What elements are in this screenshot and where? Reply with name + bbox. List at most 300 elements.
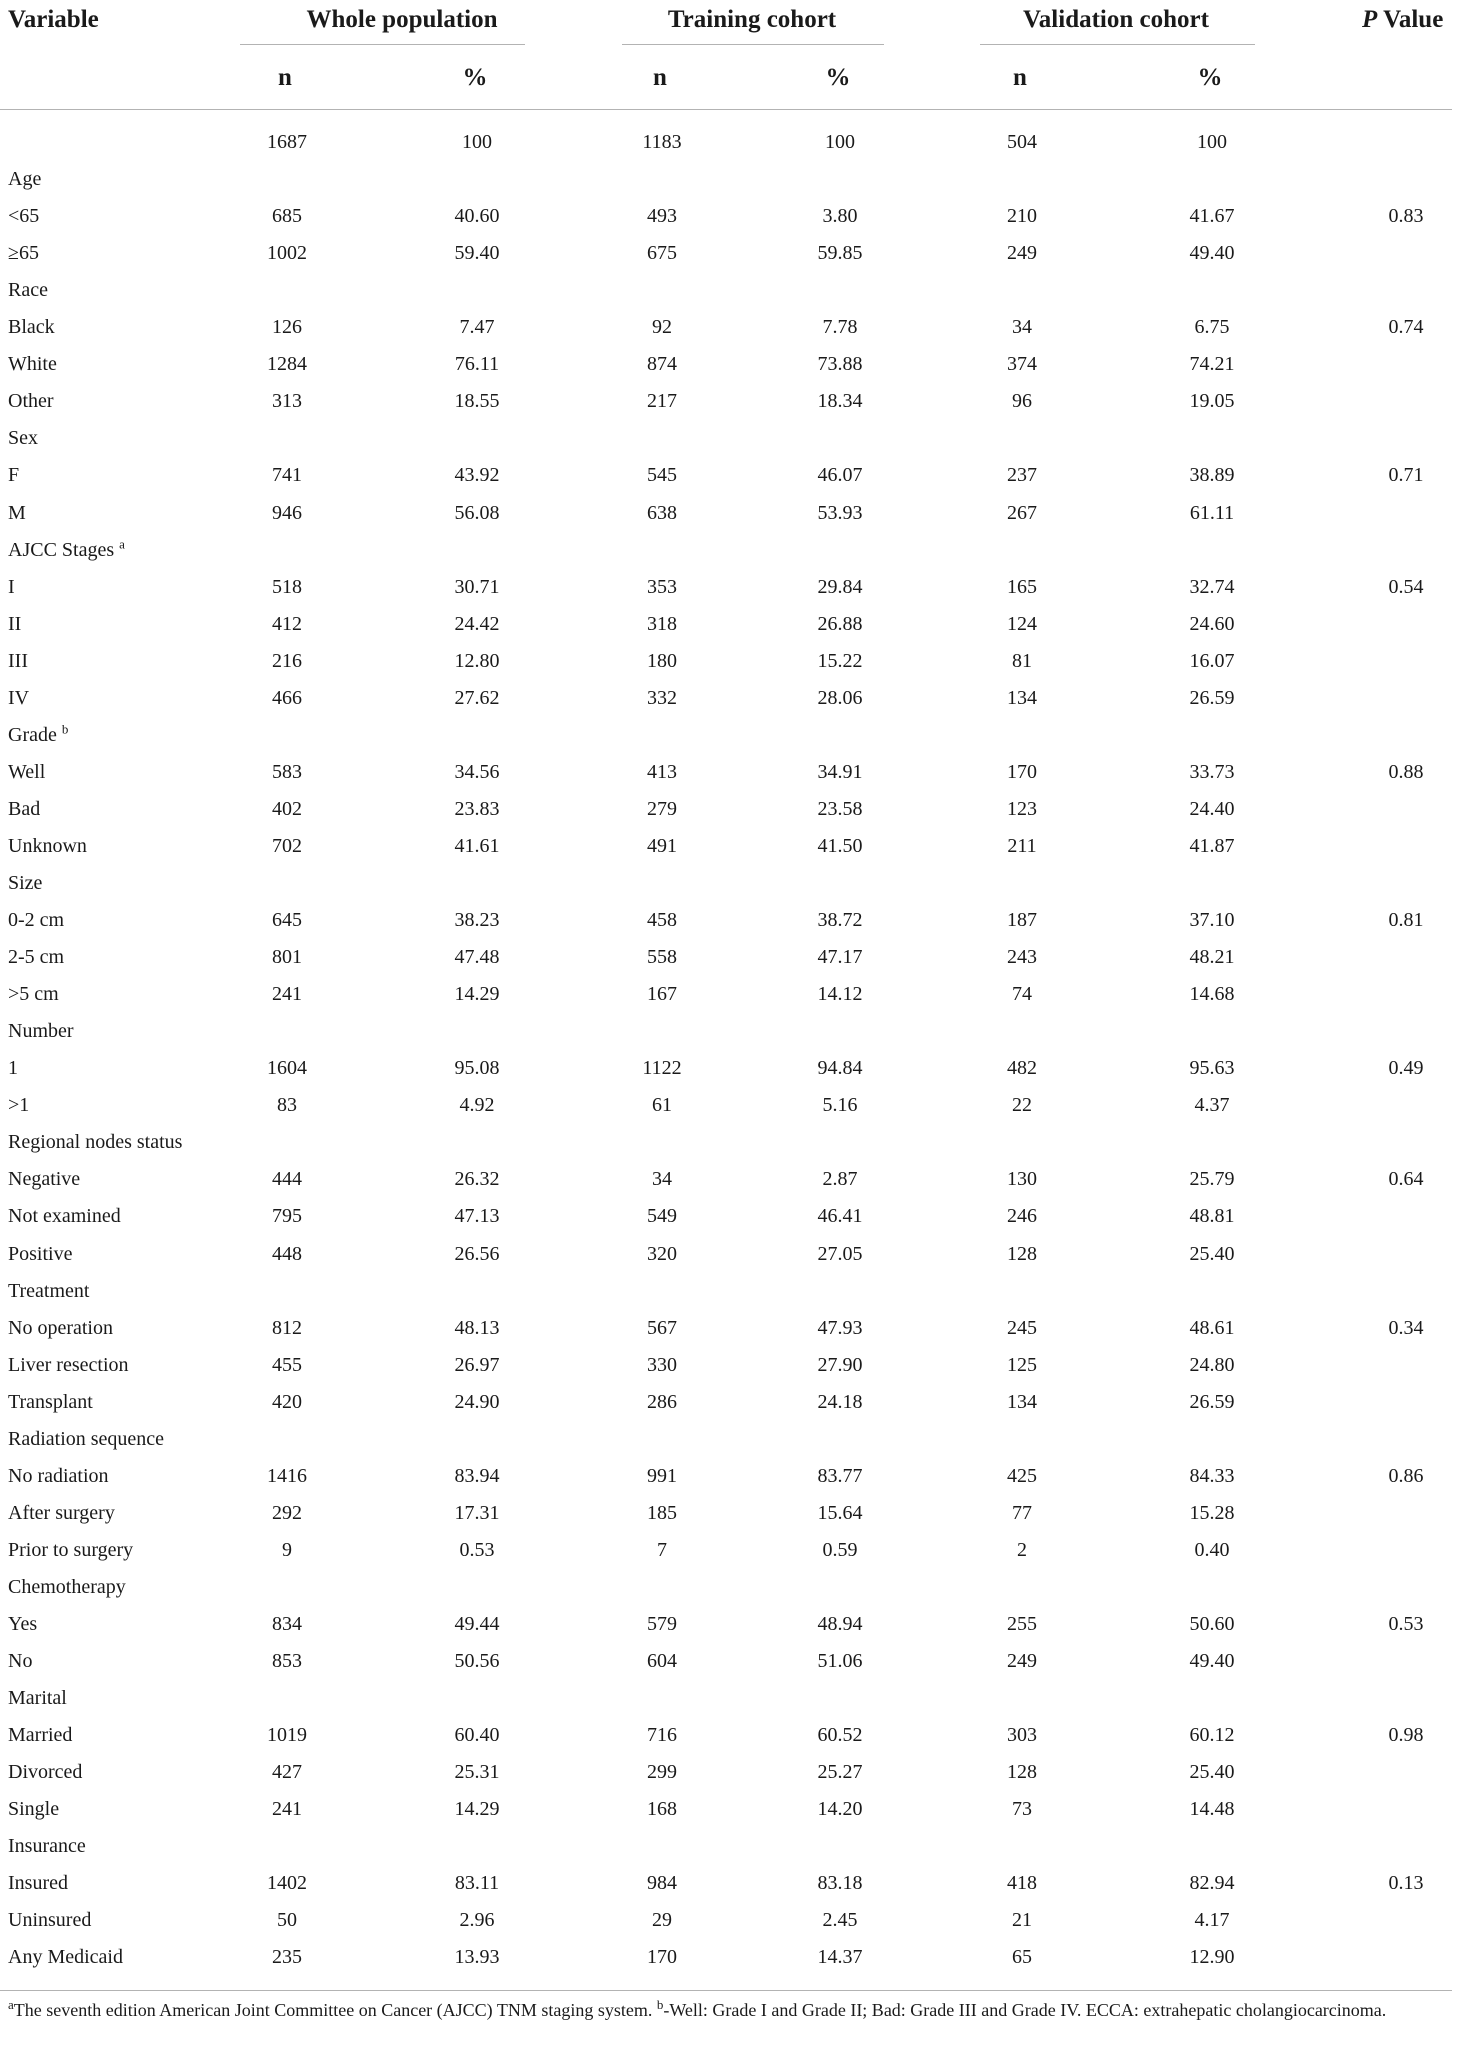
table-row (0, 1902, 1452, 1939)
cell-pct: 26.88 (817, 612, 863, 635)
cell-pct: 51.06 (817, 1650, 863, 1673)
cell-pct: 48.13 (454, 1316, 500, 1339)
row-label: Well (8, 760, 46, 783)
cell-n: 638 (647, 501, 677, 524)
cell-p-value: 0.54 (1388, 575, 1424, 598)
cell-p-value: 0.71 (1388, 464, 1424, 487)
cell-n: 29 (652, 1909, 672, 1932)
cell-pct: 59.85 (817, 242, 863, 265)
cell-pct: 33.73 (1189, 760, 1235, 783)
cell-n: 170 (1007, 760, 1037, 783)
cell-pct: 14.68 (1189, 983, 1235, 1006)
table-row (0, 791, 1452, 828)
cell-n: 9 (282, 1538, 292, 1561)
cell-pct: 48.94 (817, 1613, 863, 1635)
cell-n: 241 (272, 1798, 302, 1821)
cell-n: 255 (1007, 1613, 1037, 1635)
row-label: Other (8, 390, 54, 413)
cell-n: 92 (652, 316, 672, 339)
cell-n: 444 (272, 1168, 302, 1191)
cell-pct: 4.37 (1194, 1094, 1230, 1117)
table-row (0, 1384, 1452, 1421)
cell-pct: 24.80 (1189, 1353, 1235, 1376)
cell-pct: 2.87 (822, 1168, 858, 1191)
table-row (0, 569, 1452, 606)
table-row (0, 495, 1452, 532)
table-section-row (0, 272, 1452, 309)
cell-n: 96 (1012, 390, 1032, 413)
cell-pct: 7.47 (459, 316, 495, 339)
cell-pct: 24.60 (1189, 612, 1235, 635)
header-pct-validation: % (1197, 64, 1223, 91)
cell-pct: 38.72 (817, 909, 863, 932)
section-label: Size (8, 872, 43, 894)
table-row (0, 902, 1452, 939)
cell-n: 318 (647, 612, 677, 635)
cell-pct: 15.28 (1189, 1501, 1235, 1524)
cell-pct: 14.29 (454, 1798, 500, 1821)
table-row (0, 643, 1452, 680)
cell-n: 130 (1007, 1168, 1037, 1191)
cell-n: 235 (272, 1946, 302, 1969)
cell-n: 702 (272, 834, 302, 857)
cell-n: 217 (647, 390, 677, 413)
cell-n: 984 (647, 1872, 677, 1895)
cell-n: 685 (272, 205, 302, 228)
cell-n: 245 (1007, 1316, 1037, 1339)
cell-n: 124 (1007, 612, 1037, 635)
cell-n: 332 (647, 686, 677, 709)
cell-n: 134 (1007, 1390, 1037, 1413)
cell-n: 292 (272, 1501, 302, 1524)
cell-n: 74 (1012, 983, 1032, 1006)
group-divider-validation (980, 44, 1255, 45)
cell-pct: 76.11 (454, 353, 500, 376)
cell-n: 1002 (267, 242, 307, 265)
row-label: F (8, 464, 20, 487)
cell-n: 716 (647, 1724, 677, 1747)
row-label: After surgery (8, 1501, 115, 1524)
footnote: $^a$The seventh edition American Joint Committee on Cancer (AJCC) TNM staging system. $^b$-Well: Grade I and Grade II; Bad: Grade III and Grade IV. ECCA: extrahepatic cholangiocarcinoma. (8, 1997, 1387, 2020)
cell-n: 874 (647, 353, 677, 376)
table-row (0, 1236, 1452, 1273)
section-label: Radiation sequence (8, 1427, 165, 1450)
table-row (0, 1198, 1452, 1235)
table-row (0, 235, 1452, 272)
cell-pct: 3.80 (822, 205, 858, 228)
cell-pct: 28.06 (817, 686, 863, 709)
cell-p-value: 0.86 (1388, 1464, 1424, 1487)
cell-pct: 95.63 (1189, 1057, 1235, 1080)
row-label: Yes (8, 1613, 38, 1635)
cell-n: 448 (272, 1242, 302, 1265)
cell-n: 466 (272, 686, 302, 709)
cell-n: 216 (272, 649, 302, 672)
table-row (0, 1347, 1452, 1384)
cell-pct: 56.08 (454, 501, 500, 524)
cell-pct: 60.12 (1189, 1724, 1235, 1747)
section-label: Race (8, 279, 48, 302)
header-training-cohort: Training cohort (667, 6, 837, 33)
row-label: Insured (8, 1872, 68, 1895)
table-row (0, 1791, 1452, 1828)
table-row (0, 1087, 1452, 1124)
cell-pct: 74.21 (1189, 353, 1235, 376)
cell-n: 795 (272, 1205, 302, 1228)
cell-p-value: 0.64 (1388, 1168, 1424, 1191)
table-row (0, 346, 1452, 383)
cell-pct: 60.52 (817, 1724, 863, 1747)
cell-n: 128 (1007, 1761, 1037, 1784)
cell-pct: 15.64 (817, 1501, 863, 1524)
cell-n: 741 (272, 464, 302, 487)
cell-pct: 18.55 (454, 390, 500, 413)
cell-pct: 7.78 (822, 316, 858, 339)
cell-n: 180 (647, 649, 677, 672)
cell-p-value: 0.34 (1388, 1316, 1424, 1339)
cell-pct: 83.11 (454, 1872, 500, 1895)
cell-pct: 25.40 (1189, 1761, 1235, 1784)
cell-pct: 84.33 (1189, 1464, 1235, 1487)
cell-pct: 32.74 (1189, 575, 1235, 598)
cell-p-value: 0.49 (1388, 1057, 1424, 1080)
cell-pct: 30.71 (454, 575, 500, 598)
table-row (0, 1458, 1452, 1495)
cell-p-value: 0.53 (1388, 1613, 1424, 1635)
cell-pct: 47.13 (454, 1205, 500, 1228)
table-section-row (0, 420, 1452, 457)
cell-pct: 18.34 (817, 390, 863, 413)
cell-n: 77 (1012, 1501, 1032, 1524)
table-row (0, 309, 1452, 346)
table-section-row (0, 717, 1452, 754)
section-label: Grade $^b$ (8, 721, 69, 746)
cell-pct: 41.67 (1189, 205, 1235, 228)
cell-pct: 27.62 (454, 686, 500, 709)
cell-pct: 2.96 (459, 1909, 495, 1932)
row-label: Negative (8, 1168, 81, 1191)
cell-pct: 14.12 (817, 983, 863, 1006)
cell-pct: 48.21 (1189, 946, 1235, 969)
cell-pct: 26.97 (454, 1353, 500, 1376)
table-section-row (0, 532, 1452, 569)
cell-pct: 23.58 (817, 797, 863, 820)
section-label: Number (8, 1020, 74, 1043)
cell-n: 2 (1017, 1538, 1027, 1561)
cell-p-value: 0.88 (1388, 760, 1424, 783)
cell-n: 126 (272, 316, 302, 339)
header-p-value: P Value (1362, 6, 1444, 33)
cell-pct: 26.59 (1189, 686, 1235, 709)
table-row (0, 457, 1452, 494)
cell-n: 73 (1012, 1798, 1032, 1821)
cell-n: 165 (1007, 575, 1037, 598)
cell-n: 211 (1007, 834, 1037, 857)
cell-pct: 48.81 (1189, 1205, 1235, 1228)
table-row (0, 1532, 1452, 1569)
cell-p-value: 0.13 (1388, 1872, 1424, 1895)
cell-n: 812 (272, 1316, 302, 1339)
row-label: >1 (8, 1094, 30, 1117)
cell-pct: 24.40 (1189, 797, 1235, 820)
cell-pct: 48.61 (1189, 1316, 1235, 1339)
row-label: <65 (8, 205, 40, 228)
cell-n: 946 (272, 501, 302, 524)
cell-pct: 23.83 (454, 797, 500, 820)
cell-pct: 47.48 (454, 946, 500, 969)
cell-pct: 26.56 (454, 1242, 500, 1265)
cell-n: 455 (272, 1353, 302, 1376)
cell-pct: 12.80 (454, 649, 500, 672)
cell-n: 1019 (267, 1724, 307, 1747)
section-label: Chemotherapy (8, 1575, 126, 1598)
section-label: Treatment (8, 1279, 90, 1302)
cell-pct: 25.31 (454, 1761, 500, 1784)
cell-pct: 34.56 (454, 760, 500, 783)
cell-n: 330 (647, 1353, 677, 1376)
row-label: Any Medicaid (8, 1946, 123, 1969)
cell-n: 65 (1012, 1946, 1032, 1969)
cell-pct: 25.27 (817, 1761, 863, 1784)
cell-pct: 41.61 (454, 834, 500, 857)
cell-n: 491 (647, 834, 677, 857)
cell-n: 1687 (267, 131, 307, 153)
table-section-row (0, 1013, 1452, 1050)
cell-n: 1604 (267, 1057, 307, 1080)
cell-n: 286 (647, 1390, 677, 1413)
cell-n: 427 (272, 1761, 302, 1784)
table-row (0, 1717, 1452, 1754)
cell-n: 579 (647, 1613, 677, 1635)
cell-pct: 0.53 (459, 1538, 495, 1561)
table-row (0, 828, 1452, 865)
table-row (0, 939, 1452, 976)
cell-pct: 27.05 (817, 1242, 863, 1265)
group-divider-training (622, 44, 884, 45)
cell-n: 853 (272, 1650, 302, 1673)
table-section-row (0, 865, 1452, 902)
cell-p-value: 0.81 (1388, 909, 1424, 932)
cell-n: 558 (647, 946, 677, 969)
cell-n: 320 (647, 1242, 677, 1265)
cell-n: 1416 (267, 1464, 307, 1487)
row-label: Positive (8, 1242, 73, 1265)
row-label: Bad (8, 797, 41, 820)
row-label: Divorced (8, 1761, 83, 1784)
cell-pct: 49.40 (1189, 1650, 1235, 1673)
header-validation-cohort: Validation cohort (1023, 6, 1209, 33)
cell-n: 482 (1007, 1057, 1037, 1080)
cell-n: 61 (652, 1094, 672, 1117)
cell-pct: 41.87 (1189, 834, 1235, 857)
row-label: No radiation (8, 1464, 109, 1487)
cell-n: 34 (1012, 316, 1032, 339)
cell-pct: 4.92 (459, 1094, 495, 1117)
table-row (0, 1310, 1452, 1347)
footer-rule (0, 1990, 1452, 1991)
cell-pct: 38.23 (454, 909, 500, 932)
cell-pct: 14.20 (817, 1798, 863, 1821)
cell-pct: 14.48 (1189, 1798, 1235, 1821)
cell-pct: 61.11 (1189, 501, 1235, 524)
row-label: 1 (8, 1057, 18, 1080)
cell-n: 518 (272, 575, 302, 598)
row-label: 0-2 cm (8, 909, 65, 932)
table-section-row (0, 1421, 1452, 1458)
cell-n: 374 (1007, 353, 1037, 376)
table-row (0, 680, 1452, 717)
cell-pct: 50.60 (1189, 1613, 1235, 1635)
table-section-row (0, 1828, 1452, 1865)
table-section-row (0, 1124, 1452, 1161)
cell-pct: 46.41 (817, 1205, 863, 1228)
cell-n: 353 (647, 575, 677, 598)
cell-pct: 100 (825, 131, 855, 153)
cell-pct: 27.90 (817, 1353, 863, 1376)
row-label: I (8, 575, 15, 598)
cell-n: 243 (1007, 946, 1037, 969)
table-row (0, 1495, 1452, 1532)
table-row (0, 606, 1452, 643)
cell-pct: 82.94 (1189, 1872, 1235, 1895)
cell-pct: 0.40 (1194, 1538, 1230, 1561)
cell-n: 50 (277, 1909, 297, 1932)
cell-pct: 38.89 (1189, 464, 1235, 487)
table-row (0, 754, 1452, 791)
cell-pct: 25.79 (1189, 1168, 1235, 1191)
cell-n: 545 (647, 464, 677, 487)
cell-pct: 59.40 (454, 242, 500, 265)
cell-pct: 41.50 (817, 834, 863, 857)
cell-n: 267 (1007, 501, 1037, 524)
table-section-row (0, 161, 1452, 198)
row-label: Transplant (8, 1390, 93, 1413)
cell-pct: 95.08 (454, 1057, 500, 1080)
table-row (0, 198, 1452, 235)
cell-n: 187 (1007, 909, 1037, 932)
cell-pct: 37.10 (1189, 909, 1235, 932)
cell-n: 128 (1007, 1242, 1037, 1265)
cell-pct: 25.40 (1189, 1242, 1235, 1265)
header-n-training: n (653, 64, 667, 91)
cell-n: 420 (272, 1390, 302, 1413)
cell-pct: 83.94 (454, 1464, 500, 1487)
table-row (0, 124, 1452, 161)
cell-n: 249 (1007, 1650, 1037, 1673)
cell-pct: 26.32 (454, 1168, 500, 1191)
table-section-row (0, 1273, 1452, 1310)
cell-n: 210 (1007, 205, 1037, 228)
cell-pct: 83.77 (817, 1464, 863, 1487)
cell-n: 458 (647, 909, 677, 932)
cell-pct: 46.07 (817, 464, 863, 487)
cell-pct: 40.60 (454, 205, 500, 228)
table-row (0, 1865, 1452, 1902)
cell-pct: 2.45 (822, 1909, 858, 1932)
cell-n: 412 (272, 612, 302, 635)
cell-pct: 4.17 (1194, 1909, 1230, 1932)
header-variable: Variable (8, 6, 99, 33)
cell-pct: 60.40 (454, 1724, 500, 1747)
cell-n: 425 (1007, 1464, 1037, 1487)
table-row (0, 1050, 1452, 1087)
cell-n: 167 (647, 983, 677, 1006)
cell-n: 185 (647, 1501, 677, 1524)
cell-n: 81 (1012, 649, 1032, 672)
cell-n: 991 (647, 1464, 677, 1487)
cell-pct: 24.90 (454, 1390, 500, 1413)
cell-pct: 53.93 (817, 501, 863, 524)
cell-n: 675 (647, 242, 677, 265)
cell-n: 249 (1007, 242, 1037, 265)
section-label: Regional nodes status (8, 1131, 183, 1154)
cell-pct: 47.93 (817, 1316, 863, 1339)
cell-n: 123 (1007, 797, 1037, 820)
cell-n: 402 (272, 797, 302, 820)
cell-n: 493 (647, 205, 677, 228)
cell-n: 834 (272, 1613, 302, 1635)
cell-n: 801 (272, 946, 302, 969)
row-label: Single (8, 1798, 60, 1821)
cell-pct: 49.40 (1189, 242, 1235, 265)
cell-pct: 34.91 (817, 760, 863, 783)
cell-pct: 73.88 (817, 353, 863, 376)
table-row (0, 1939, 1452, 1976)
row-label: ≥65 (8, 242, 39, 265)
cell-n: 1402 (267, 1872, 307, 1895)
cell-pct: 16.07 (1189, 649, 1235, 672)
table-row (0, 383, 1452, 420)
cell-n: 134 (1007, 686, 1037, 709)
header-n-whole: n (278, 64, 292, 91)
cell-n: 21 (1012, 1909, 1032, 1932)
cell-n: 170 (647, 1946, 677, 1969)
cell-n: 303 (1007, 1724, 1037, 1747)
row-label: M (8, 501, 26, 524)
cell-n: 504 (1007, 131, 1037, 153)
cell-pct: 12.90 (1189, 1946, 1235, 1969)
table-row (0, 1606, 1452, 1643)
cell-pct: 19.05 (1189, 390, 1235, 413)
header-n-validation: n (1013, 64, 1027, 91)
cell-pct: 43.92 (454, 464, 500, 487)
table-section-row (0, 1569, 1452, 1606)
cell-pct: 6.75 (1194, 316, 1230, 339)
section-label: Marital (8, 1687, 67, 1710)
cell-n: 1284 (267, 353, 307, 376)
table-row (0, 976, 1452, 1013)
header-pct-whole: % (462, 64, 488, 91)
cell-n: 22 (1012, 1094, 1032, 1117)
cell-n: 583 (272, 760, 302, 783)
cell-n: 168 (647, 1798, 677, 1821)
cell-n: 1122 (642, 1057, 682, 1080)
row-label: >5 cm (8, 983, 59, 1006)
cell-pct: 50.56 (454, 1650, 500, 1673)
row-label: Liver resection (8, 1353, 129, 1376)
cell-n: 549 (647, 1205, 677, 1228)
section-label: Age (8, 168, 42, 191)
table-row (0, 1161, 1452, 1198)
cell-pct: 100 (1197, 131, 1227, 153)
header-rule (0, 109, 1452, 110)
row-label: No (8, 1650, 33, 1673)
row-label: Unknown (8, 834, 87, 857)
header-pct-training: % (825, 64, 851, 91)
cell-pct: 100 (462, 131, 492, 153)
cell-n: 418 (1007, 1872, 1037, 1895)
row-label: II (8, 612, 22, 635)
